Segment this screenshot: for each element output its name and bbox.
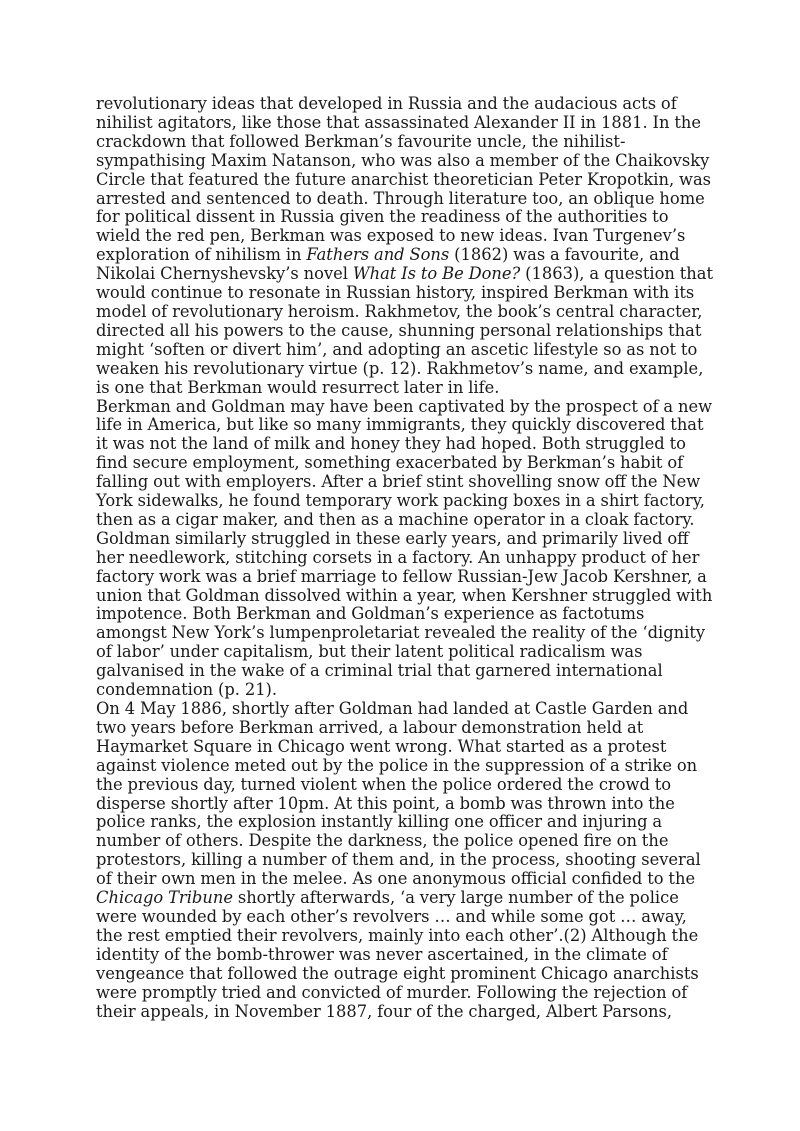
paragraph-2-text: Berkman and Goldman may have been captivated by the prospect of a new life in America, but like so many immigrants, they quickly discovered that it was not the land of milk and honey they had hoped. Both struggled to find secure employment, something exacerbated by Berkman’s habit of falling out with employers. After a brief stint shovelling snow off the New York sidewalks, he found temporary work packing boxes in a shirt factory, then as a cigar maker, and then as a machine operator in a cloak factory. Goldman similarly struggled in these early years, and primarily lived off her needlework, stitching corsets in a factory. An unhappy product of her factory work was a brief marriage to fellow Russian-Jew Jacob Kershner, a union that Goldman dissolved within a year, when Kershner struggled with impotence. Both Berkman and Goldman’s experience as factotums amongst New York’s lumpenproletariat revealed the reality of the ‘dignity of labor’ under capitalism, but their latent political radicalism was galvanised in the wake of a criminal trial that garnered international condemnation (p. 21). — [96, 396, 713, 700]
paragraph-3-text-b: shortly afterwards, ‘a very large number of the police were wounded by each other’s revolvers … and while some got … away, the rest emptied their revolvers, mainly into each other’.(2) Although the identity of the bomb-thrower was never ascertained, in the climate of vengeance that followed the outrage eight prominent Chicago anarchists were promptly tried and convicted of murder. Following the rejection of their appeals, in November 1887, four of the charged, Albert Parsons, — [96, 888, 699, 1021]
paragraph-3-text-a: On 4 May 1886, shortly after Goldman had landed at Castle Garden and two years before Berkman arrived, a labour demonstration held at Haymarket Square in Chicago went wrong. What started as a protest against violence meted out by the police in the suppression of a strike on the previous day, turned violent when the police ordered the crowd to disperse shortly after 10pm. At this point, a bomb was thrown into the police ranks, the explosion instantly killing one officer and injuring a number of others. Despite the darkness, the police opened fire on the protestors, killing a number of them and, in the process, shooting several of their own men in the melee. As one anonymous official confided to the — [96, 699, 701, 889]
paragraph-3 — [96, 700, 716, 1021]
paragraph-1-text-a: revolutionary ideas that developed in Russia and the audacious acts of nihilist agitators, like those that assassinated Alexander II in 1881. In the crackdown that followed Berkman’s favourite uncle, the nihilist-sympathising Maxim Natanson, who was also a member of the Chaikovsky Circle that featured the future anarchist theoretician Peter Kropotkin, was arrested and sentenced to death. Through literature too, an oblique home for political dissent in Russia given the readiness of the authorities to wield the red pen, Berkman was exposed to new ideas. Ivan Turgenev’s exploration of nihilism in — [96, 94, 712, 265]
paragraph-1-text-c: (1863), a question that would continue to resonate in Russian history, inspired Berkman with its model of revolutionary heroism. Rakhmetov, the book’s central character, directed all his powers to the cause, shunning personal relationships that might ‘soften or divert him’, and adopting an ascetic lifestyle so as not to weaken his revolutionary virtue (p. 12). Rakhmetov’s name, and example, is one that Berkman would resurrect later in life. — [96, 264, 714, 397]
paragraph-1 — [96, 95, 716, 398]
document-page — [96, 95, 716, 1021]
book-title-what-is-to-be-done: What Is to Be Done? — [352, 264, 521, 284]
book-title-fathers-and-sons: Fathers and Sons — [306, 245, 450, 265]
newspaper-title-chicago-tribune: Chicago Tribune — [96, 888, 233, 908]
paragraph-2 — [96, 398, 716, 701]
paragraph-1-text-b: (1862) was a favourite, and Nikolai Chernyshevsky’s novel — [96, 245, 680, 284]
